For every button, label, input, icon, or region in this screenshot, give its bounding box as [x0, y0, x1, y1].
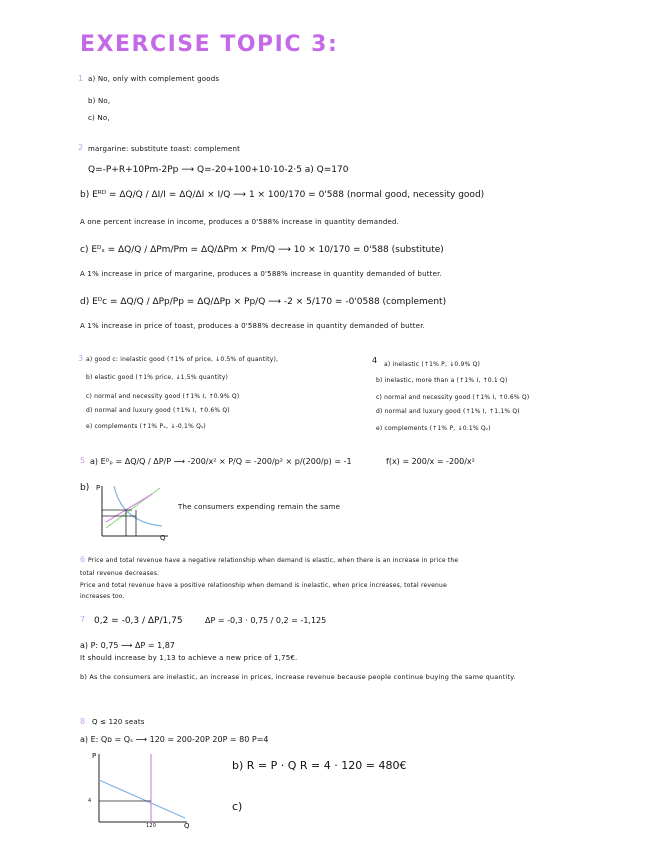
s6-line-1: Price and total revenue have a negative relationship when demand is elastic, when there is an increase in price the — [88, 557, 459, 564]
s3-answer-e: e) complements (↑1% Pₓ, ↓-0.1% Qᵧ) — [86, 423, 206, 430]
section-6-number: 6 — [80, 555, 86, 564]
s6-line-3: Price and total revenue have a positive relationship when demand is inelastic, when price increases, total revenue — [80, 582, 447, 589]
s7-equation-1: 0,2 = -0,3 / ΔP/1,75 — [94, 616, 183, 626]
s2-part-c-formula: c) Eᴰₛ = ΔQ/Q / ΔPm/Pm = ΔQ/ΔPm × Pm/Q ⟶ 10 × 10/170 = 0'588 (substitute) — [80, 245, 444, 255]
s5-part-b-label: b) — [80, 483, 90, 493]
s5-part-b-note: The consumers expending remain the same — [178, 503, 341, 511]
s7-equation-2: ΔP = -0,3 · 0,75 / 0,2 = -1,125 — [205, 616, 327, 625]
s2-part-d-text: A 1% increase in price of toast, produces a 0'588% decrease in quantity demanded of butter. — [80, 322, 426, 330]
s7-part-a-text: It should increase by 1,13 to achieve a new price of 1,75€. — [80, 654, 298, 662]
s3-answer-c: c) normal and necessity good (↑1% I, ↑0.9% Q) — [86, 393, 240, 400]
s5-derivative: f(x) = 200/x = -200/x² — [386, 457, 475, 466]
s5-graph-axis-p: P — [96, 484, 101, 492]
s8-head: Q ≤ 120 seats — [92, 718, 145, 726]
section-2-number: 2 — [78, 143, 84, 152]
s2-part-b-formula: b) Eᴿᴰ = ΔQ/Q / ΔI/I = ΔQ/ΔI × I/Q ⟶ 1 × 100/170 = 0'588 (normal good, necessity good) — [80, 190, 485, 200]
s6-line-2: total revenue decreases. — [80, 570, 160, 577]
s2-part-c-text: A 1% increase in price of margarine, produces a 0'588% increase in quantity demanded of butter. — [80, 270, 442, 278]
s4-answer-b: b) inelastic, more than a (↑1% I, ↑0.1 Q) — [376, 377, 508, 384]
s8-graph-tick-120: 120 — [146, 823, 157, 829]
section-5-number: 5 — [80, 456, 86, 465]
section-7-number: 7 — [80, 615, 86, 624]
s2-intro: margarine: substitute toast: complement — [88, 145, 241, 153]
s3-answer-a: a) good c: inelastic good (↑1% of price, ↓0.5% of quantity), — [86, 356, 279, 363]
s6-line-4: increases too. — [80, 593, 125, 600]
s3-answer-d: d) normal and luxury good (↑1% I, ↑0.6% Q) — [86, 407, 230, 414]
s3-answer-b: b) elastic good (↑1% price, ↓1.5% quantity) — [86, 374, 228, 381]
s5-graph — [96, 482, 176, 542]
s2-equation: Q=-P+R+10Pm-2Pp ⟶ Q=-20+100+10·10-2·5 a) Q=170 — [88, 165, 349, 175]
section-1-number: 1 — [78, 74, 84, 83]
s5-graph-axis-q: Q — [160, 534, 166, 542]
s7-part-b: b) As the consumers are inelastic, an increase in prices, increase revenue because people continue buying the same quantity. — [80, 673, 516, 681]
s2-part-b-text: A one percent increase in income, produces a 0'588% increase in quantity demanded. — [80, 218, 400, 226]
s1-answer-a: a) No, only with complement goods — [88, 75, 220, 83]
s8-demand-line — [99, 780, 185, 818]
s8-graph-axis-q: Q — [184, 822, 190, 830]
section-8-number: 8 — [80, 717, 86, 726]
s8-part-c: c) — [232, 800, 243, 813]
section-4-number: 4 — [372, 356, 378, 365]
s5-shifted-curve — [106, 494, 152, 522]
s7-part-a: a) P: 0,75 ⟶ ΔP = 1,87 — [80, 641, 175, 650]
s4-answer-d: d) normal and luxury good (↑1% I, ↑1.1% Q) — [376, 408, 520, 415]
s1-answer-c: c) No, — [88, 114, 110, 122]
s5-part-a: a) Eᴰₚ = ΔQ/Q / ΔP/P ⟶ -200/x² × P/Q = -200/p² × p/(200/p) = -1 — [90, 457, 352, 466]
s4-answer-c: c) normal and necessity good (↑1% I, ↑0.6% Q) — [376, 394, 530, 401]
s2-part-d-formula: d) Eᴰc = ΔQ/Q / ΔPp/Pp = ΔQ/ΔPp × Pp/Q ⟶ -2 × 5/170 = -0'0588 (complement) — [80, 297, 447, 307]
s4-answer-e: e) complements (↑1% P, ↓0.1% Qᵧ) — [376, 425, 491, 432]
page-title: EXERCISE TOPIC 3: — [80, 32, 339, 57]
s4-answer-a: a) inelastic (↑1% P, ↓0.9% Q) — [384, 361, 481, 368]
section-3-number: 3 — [78, 354, 84, 363]
s8-graph — [95, 752, 195, 827]
s8-graph-axis-p: P — [92, 752, 97, 760]
s8-part-b: b) R = P · Q R = 4 · 120 = 480€ — [232, 759, 407, 772]
s8-graph-tick-4: 4 — [88, 798, 92, 804]
s8-part-a: a) E: Qᴅ = Qₛ ⟶ 120 = 200-20P 20P = 80 P=4 — [80, 735, 269, 744]
s1-answer-b: b) No, — [88, 97, 111, 105]
